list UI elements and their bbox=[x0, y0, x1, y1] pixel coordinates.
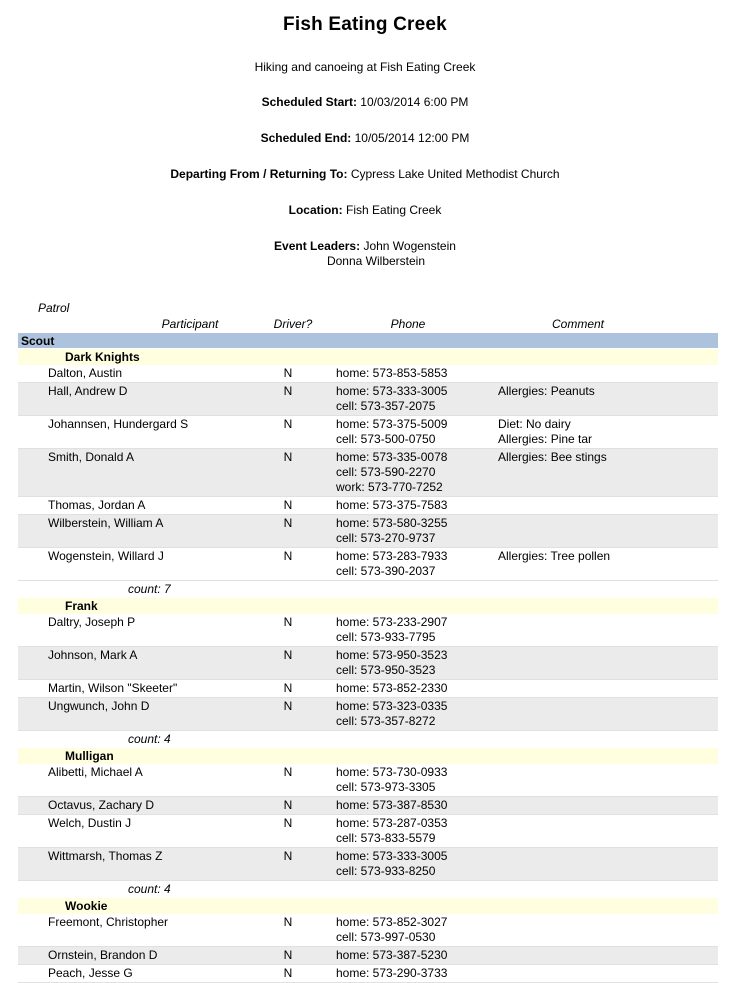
patrol-rows bbox=[18, 365, 718, 581]
table-row[interactable] bbox=[18, 449, 718, 497]
participant-name: Peach, Jesse G bbox=[48, 966, 133, 980]
table-row[interactable] bbox=[18, 914, 718, 947]
driver-flag: N bbox=[283, 549, 293, 563]
phone-list bbox=[323, 699, 480, 729]
phone-list bbox=[323, 417, 480, 447]
participant-name: Smith, Donald A bbox=[48, 450, 135, 464]
phone-line: work: 573-770-7252 bbox=[336, 480, 443, 494]
phone-list bbox=[323, 681, 480, 696]
driver-flag: N bbox=[283, 366, 293, 380]
comment-line: Allergies: Peanuts bbox=[498, 384, 595, 398]
phone-line: cell: 573-933-8250 bbox=[336, 864, 436, 878]
comment-list bbox=[480, 648, 718, 678]
phone-line: cell: 573-357-2075 bbox=[336, 399, 436, 413]
phone-line: cell: 573-933-7795 bbox=[336, 630, 436, 644]
phone-list bbox=[323, 549, 480, 579]
event-leader-secondary: Donna Wilberstein bbox=[326, 254, 426, 268]
comment-list bbox=[480, 765, 718, 795]
participant-name: Freemont, Christopher bbox=[48, 915, 169, 929]
scheduled-end-label: Scheduled End: bbox=[260, 131, 352, 145]
table-row[interactable] bbox=[18, 965, 718, 983]
phone-line: cell: 573-997-0530 bbox=[336, 930, 436, 944]
column-header-comment: Comment bbox=[551, 317, 604, 331]
comment-line: Diet: No dairy bbox=[498, 417, 571, 431]
phone-line: home: 573-233-2907 bbox=[336, 615, 448, 629]
phone-line: home: 573-853-5853 bbox=[336, 366, 448, 380]
phone-list bbox=[323, 948, 480, 963]
scheduled-start-label: Scheduled Start: bbox=[261, 95, 357, 109]
phone-line: cell: 573-270-9737 bbox=[336, 531, 436, 545]
comment-list bbox=[480, 699, 718, 729]
phone-list bbox=[323, 765, 480, 795]
patrol-count: count: 4 bbox=[18, 731, 718, 748]
comment-line: Allergies: Bee stings bbox=[498, 450, 607, 464]
comment-list bbox=[480, 798, 718, 813]
driver-flag: N bbox=[283, 798, 293, 812]
phone-list bbox=[323, 648, 480, 678]
table-row[interactable] bbox=[18, 680, 718, 698]
roster-table bbox=[0, 301, 730, 983]
driver-flag: N bbox=[283, 450, 293, 464]
location-line bbox=[0, 203, 730, 218]
phone-line: home: 573-387-5230 bbox=[336, 948, 448, 962]
phone-list bbox=[323, 384, 480, 414]
event-leaders-line bbox=[0, 239, 730, 269]
column-header-patrol: Patrol bbox=[38, 301, 70, 315]
comment-list bbox=[480, 516, 718, 546]
phone-list bbox=[323, 516, 480, 546]
phone-line: cell: 573-950-3523 bbox=[336, 663, 436, 677]
driver-flag: N bbox=[283, 417, 293, 431]
scheduled-end-value: 10/05/2014 12:00 PM bbox=[354, 131, 470, 145]
phone-line: home: 573-375-5009 bbox=[336, 417, 448, 431]
table-row[interactable] bbox=[18, 848, 718, 881]
report-header bbox=[0, 0, 730, 269]
comment-list bbox=[480, 681, 718, 696]
driver-flag: N bbox=[283, 915, 293, 929]
participant-name: Wittmarsh, Thomas Z bbox=[48, 849, 163, 863]
table-row[interactable] bbox=[18, 614, 718, 647]
driver-flag: N bbox=[283, 765, 293, 779]
comment-list bbox=[480, 549, 718, 579]
phone-list bbox=[323, 915, 480, 945]
comment-list bbox=[480, 948, 718, 963]
phone-line: cell: 573-390-2037 bbox=[336, 564, 436, 578]
phone-line: home: 573-730-0933 bbox=[336, 765, 448, 779]
phone-line: home: 573-852-3027 bbox=[336, 915, 448, 929]
scheduled-end-line bbox=[0, 131, 730, 146]
phone-line: home: 573-333-3005 bbox=[336, 384, 448, 398]
phone-line: home: 573-323-0335 bbox=[336, 699, 448, 713]
comment-list bbox=[480, 816, 718, 846]
phone-line: home: 573-387-8530 bbox=[336, 798, 448, 812]
participant-name: Wogenstein, Willard J bbox=[48, 549, 164, 563]
event-leader-primary: John Wogenstein bbox=[363, 239, 456, 253]
phone-list bbox=[323, 450, 480, 495]
comment-list bbox=[480, 615, 718, 645]
table-row[interactable] bbox=[18, 548, 718, 581]
phone-line: cell: 573-973-3305 bbox=[336, 780, 436, 794]
participant-name: Hall, Andrew D bbox=[48, 384, 128, 398]
table-row[interactable] bbox=[18, 515, 718, 548]
phone-list bbox=[323, 798, 480, 813]
table-row[interactable] bbox=[18, 698, 718, 731]
location-value: Fish Eating Creek bbox=[345, 203, 442, 217]
patrol-rows bbox=[18, 764, 718, 881]
driver-flag: N bbox=[283, 966, 293, 980]
patrol-band: Wookie bbox=[18, 898, 718, 914]
patrol-rows bbox=[18, 614, 718, 731]
comment-list bbox=[480, 384, 718, 414]
phone-line: home: 573-333-3005 bbox=[336, 849, 448, 863]
column-header-driver: Driver? bbox=[273, 317, 313, 331]
column-header-participant: Participant bbox=[161, 317, 219, 331]
page-title: Fish Eating Creek bbox=[283, 14, 447, 35]
phone-line: home: 573-287-0353 bbox=[336, 816, 448, 830]
driver-flag: N bbox=[283, 384, 293, 398]
driver-flag: N bbox=[283, 849, 293, 863]
table-row[interactable] bbox=[18, 797, 718, 815]
column-header-phone: Phone bbox=[390, 317, 426, 331]
phone-line: cell: 573-500-0750 bbox=[336, 432, 436, 446]
phone-line: cell: 573-833-5579 bbox=[336, 831, 436, 845]
patrol-band: Mulligan bbox=[18, 748, 718, 764]
phone-list bbox=[323, 966, 480, 981]
driver-flag: N bbox=[283, 516, 293, 530]
comment-line: Allergies: Pine tar bbox=[498, 432, 593, 446]
patrol-band: Frank bbox=[18, 598, 718, 614]
participant-name: Martin, Wilson "Skeeter" bbox=[48, 681, 178, 695]
phone-line: cell: 573-357-8272 bbox=[336, 714, 436, 728]
comment-list bbox=[480, 366, 718, 381]
participant-name: Dalton, Austin bbox=[48, 366, 123, 380]
table-row[interactable] bbox=[18, 383, 718, 416]
event-leaders-label: Event Leaders: bbox=[274, 239, 361, 253]
comment-list bbox=[480, 450, 718, 495]
table-row[interactable] bbox=[18, 416, 718, 449]
phone-line: home: 573-950-3523 bbox=[336, 648, 448, 662]
comment-list bbox=[480, 966, 718, 981]
patrol-count: count: 4 bbox=[18, 881, 718, 898]
table-row[interactable] bbox=[18, 497, 718, 515]
departing-label: Departing From / Returning To: bbox=[170, 167, 348, 181]
phone-line: home: 573-580-3255 bbox=[336, 516, 448, 530]
phone-list bbox=[323, 816, 480, 846]
table-row[interactable] bbox=[18, 764, 718, 797]
comment-list bbox=[480, 915, 718, 945]
patrol-band: Dark Knights bbox=[18, 349, 718, 365]
participant-name: Thomas, Jordan A bbox=[48, 498, 146, 512]
report-subtitle: Hiking and canoeing at Fish Eating Creek bbox=[254, 60, 476, 74]
participant-name: Daltry, Joseph P bbox=[48, 615, 136, 629]
driver-flag: N bbox=[283, 948, 293, 962]
phone-line: home: 573-283-7933 bbox=[336, 549, 448, 563]
driver-flag: N bbox=[283, 615, 293, 629]
driver-flag: N bbox=[283, 648, 293, 662]
participant-name: Alibetti, Michael A bbox=[48, 765, 143, 779]
location-label: Location: bbox=[288, 203, 343, 217]
departing-line bbox=[0, 167, 730, 182]
driver-flag: N bbox=[283, 816, 293, 830]
participant-name: Ornstein, Brandon D bbox=[48, 948, 158, 962]
participant-name: Octavus, Zachary D bbox=[48, 798, 155, 812]
table-row[interactable] bbox=[18, 815, 718, 848]
scheduled-start-line bbox=[0, 95, 730, 110]
patrol-rows bbox=[18, 914, 718, 983]
table-row[interactable] bbox=[18, 647, 718, 680]
table-row[interactable] bbox=[18, 947, 718, 965]
phone-line: home: 573-290-3733 bbox=[336, 966, 448, 980]
phone-list bbox=[323, 849, 480, 879]
comment-list bbox=[480, 849, 718, 879]
phone-line: home: 573-335-0078 bbox=[336, 450, 448, 464]
driver-flag: N bbox=[283, 498, 293, 512]
participant-name: Ungwunch, John D bbox=[48, 699, 150, 713]
patrol-count: count: 7 bbox=[18, 581, 718, 598]
phone-line: home: 573-375-7583 bbox=[336, 498, 448, 512]
unit-band: Scout bbox=[18, 333, 718, 349]
patrol-container bbox=[18, 349, 718, 983]
phone-list bbox=[323, 615, 480, 645]
phone-list bbox=[323, 498, 480, 513]
participant-name: Wilberstein, William A bbox=[48, 516, 164, 530]
phone-line: cell: 573-590-2270 bbox=[336, 465, 436, 479]
participant-name: Johannsen, Hundergard S bbox=[48, 417, 189, 431]
participant-name: Johnson, Mark A bbox=[48, 648, 138, 662]
scheduled-start-value: 10/03/2014 6:00 PM bbox=[360, 95, 469, 109]
participant-name: Welch, Dustin J bbox=[48, 816, 132, 830]
phone-line: home: 573-852-2330 bbox=[336, 681, 448, 695]
comment-list bbox=[480, 417, 718, 447]
driver-flag: N bbox=[283, 681, 293, 695]
phone-list bbox=[323, 366, 480, 381]
table-row[interactable] bbox=[18, 365, 718, 383]
driver-flag: N bbox=[283, 699, 293, 713]
departing-value: Cypress Lake United Methodist Church bbox=[350, 167, 560, 181]
column-headers bbox=[18, 301, 718, 333]
comment-line: Allergies: Tree pollen bbox=[498, 549, 611, 563]
comment-list bbox=[480, 498, 718, 513]
